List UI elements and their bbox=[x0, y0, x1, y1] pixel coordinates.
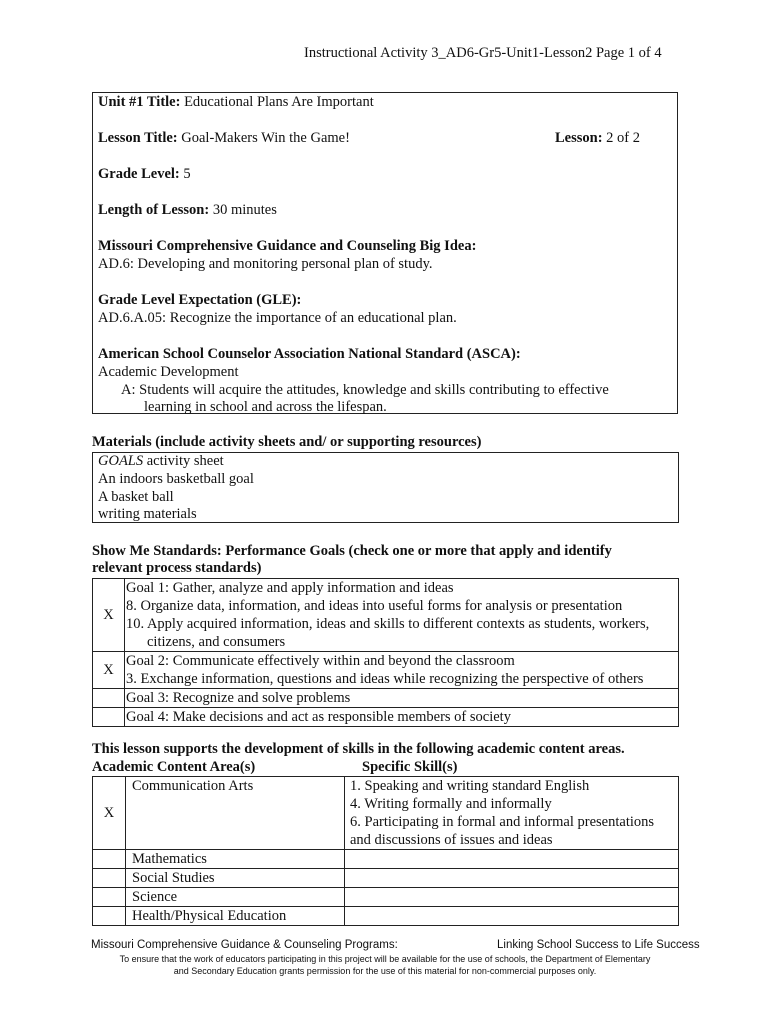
goal-check bbox=[93, 708, 125, 727]
goal-text: Goal 2: Communicate effectively within and beyond the classroom 3. Exchange information, questions and ideas while recognizing the perspective of others bbox=[125, 652, 679, 689]
content-area-row bbox=[93, 869, 679, 888]
goal-check bbox=[93, 689, 125, 708]
area-check bbox=[93, 907, 126, 926]
area-name: Social Studies bbox=[126, 869, 345, 888]
lesson-title: Lesson Title: Goal-Makers Win the Game! bbox=[98, 130, 350, 146]
area-name: Mathematics bbox=[126, 850, 345, 869]
area-skills bbox=[345, 850, 679, 869]
content-area-row bbox=[93, 907, 679, 926]
area-skills bbox=[345, 907, 679, 926]
standards-heading: Show Me Standards: Performance Goals (check one or more that apply and identify bbox=[92, 543, 612, 559]
material-item: writing materials bbox=[98, 506, 197, 522]
content-area-column-header: Academic Content Area(s) bbox=[92, 759, 256, 775]
area-name: Health/Physical Education bbox=[126, 907, 345, 926]
area-skills: 1. Speaking and writing standard English 4. Writing formally and informally 6. Participating in formal and informal presentations and discussions of issues and ideas bbox=[345, 777, 679, 850]
lesson-length: Length of Lesson: 30 minutes bbox=[98, 202, 277, 218]
area-check bbox=[93, 850, 126, 869]
asca-standard-a: A: Students will acquire the attitudes, knowledge and skills contributing to effective bbox=[121, 382, 609, 398]
area-name: Science bbox=[126, 888, 345, 907]
performance-goals-table bbox=[92, 578, 679, 727]
content-area-row bbox=[93, 888, 679, 907]
skill-column-header: Specific Skill(s) bbox=[362, 759, 458, 775]
area-check bbox=[93, 869, 126, 888]
area-check: X bbox=[93, 777, 126, 850]
goal-row bbox=[93, 708, 679, 727]
area-check bbox=[93, 888, 126, 907]
footer-program: Missouri Comprehensive Guidance & Counseling Programs: bbox=[91, 939, 398, 951]
footer-tagline: Linking School Success to Life Success bbox=[497, 939, 700, 951]
unit-info-box bbox=[92, 92, 678, 414]
asca-area: Academic Development bbox=[98, 364, 239, 380]
asca-standard-a-cont: learning in school and across the lifespan. bbox=[144, 399, 387, 415]
goal-check: X bbox=[93, 652, 125, 689]
page-header: Instructional Activity 3_AD6-Gr5-Unit1-Lesson2 Page 1 of 4 bbox=[304, 45, 662, 61]
gle-text: AD.6.A.05: Recognize the importance of an educational plan. bbox=[98, 310, 457, 326]
material-item: An indoors basketball goal bbox=[98, 471, 254, 487]
footer-permission-note: To ensure that the work of educators participating in this project will be available for the use of schools, the Department of Elementary and Secondary Education grants permission for the use of this material for non-commercial purposes only. bbox=[119, 954, 651, 976]
grade-level: Grade Level: 5 bbox=[98, 166, 191, 182]
content-area-row bbox=[93, 850, 679, 869]
goal-text: Goal 3: Recognize and solve problems bbox=[125, 689, 679, 708]
unit-title: Unit #1 Title: Educational Plans Are Important bbox=[98, 94, 374, 110]
area-name: Communication Arts bbox=[126, 777, 345, 850]
goal-text: Goal 4: Make decisions and act as responsible members of society bbox=[125, 708, 679, 727]
material-item: A basket ball bbox=[98, 489, 174, 505]
material-item: GOALS activity sheet bbox=[98, 453, 224, 469]
content-areas-heading: This lesson supports the development of skills in the following academic content areas. bbox=[92, 741, 625, 757]
goal-check: X bbox=[93, 579, 125, 652]
lesson-number: Lesson: 2 of 2 bbox=[555, 130, 641, 146]
materials-box bbox=[92, 452, 679, 523]
goal-row bbox=[93, 579, 679, 652]
standards-heading-cont: relevant process standards) bbox=[92, 560, 262, 576]
gle-heading: Grade Level Expectation (GLE): bbox=[98, 292, 302, 308]
goal-text: Goal 1: Gather, analyze and apply information and ideas 8. Organize data, information, and ideas into useful forms for analysis or presentation 10. Apply acquired information, ideas and skills to different contexts as students, workers, citizens, and consumers bbox=[125, 579, 679, 652]
asca-heading: American School Counselor Association National Standard (ASCA): bbox=[98, 346, 521, 362]
goal-row bbox=[93, 652, 679, 689]
materials-heading: Materials (include activity sheets and/ or supporting resources) bbox=[92, 434, 482, 450]
content-areas-table bbox=[92, 776, 679, 926]
area-skills bbox=[345, 869, 679, 888]
goal-row bbox=[93, 689, 679, 708]
area-skills bbox=[345, 888, 679, 907]
big-idea-heading: Missouri Comprehensive Guidance and Counseling Big Idea: bbox=[98, 238, 477, 254]
content-area-row bbox=[93, 777, 679, 850]
big-idea-text: AD.6: Developing and monitoring personal plan of study. bbox=[98, 256, 433, 272]
